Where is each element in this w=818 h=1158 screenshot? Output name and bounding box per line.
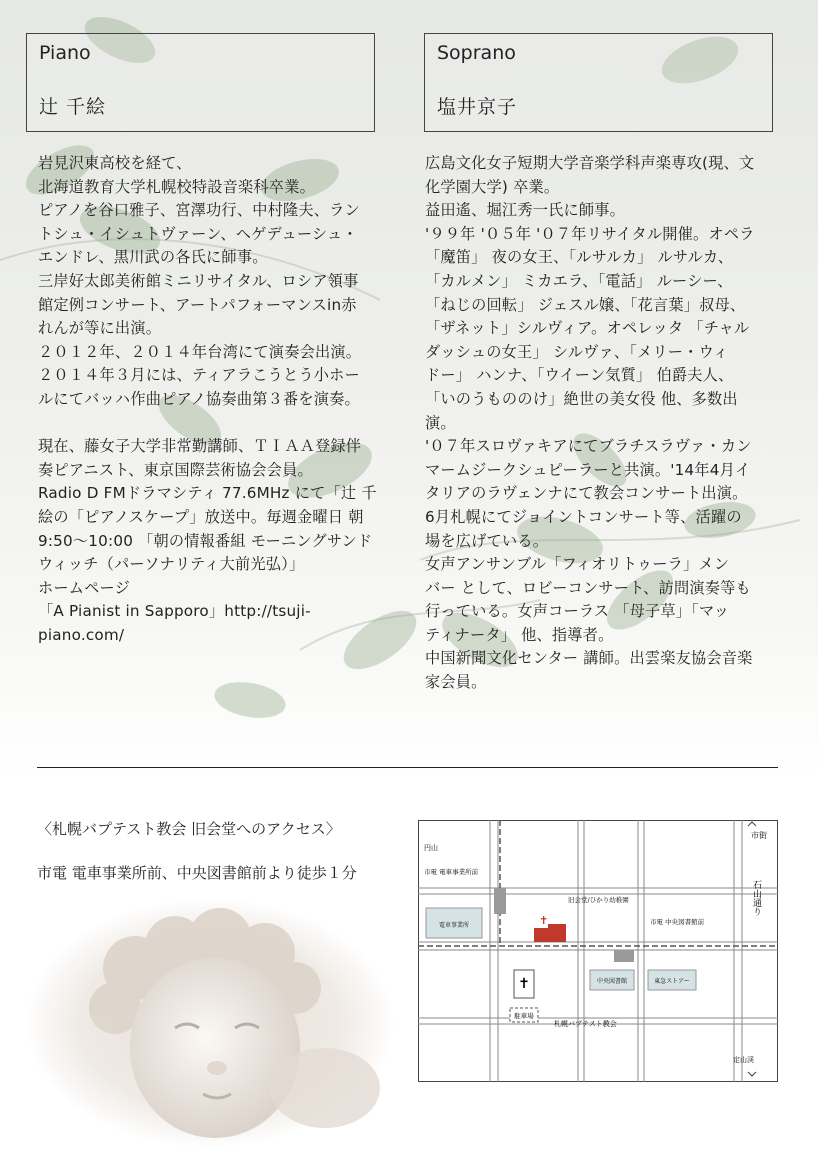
map-church-icon: ✝ xyxy=(518,976,530,992)
pianist-biography: 岩見沢東高校を経て、 北海道教育大学札幌校特設音楽科卒業。 ピアノを谷口雅子、宮澤功行、中村隆夫、ラン トシュ・イシュトヴァーン、ヘゲデューシュ・ エンドレ、黒川武の各氏に師事。 三岸好太郎美術館ミニリサイタル、ロシア領事 館定例コンサート、アートパフォーマンスin赤 れんが等に出演。 ２０１２年、２０１４年台湾にて演奏会出演。 ２０１４年３月には、ティアラこうとう小ホー ルにてバッハ作曲ピアノ協奏曲第３番を演奏。 現在、藤女子大学非常勤講師、ＴＩＡＡ登録伴 奏ピアニスト、東京国際芸術協会会員。 Radio D FMドラマシティ 77.6MHz にて「辻 千 絵の「ピアノスケープ」放送中。毎週金曜日 朝 9:50〜10:00 「朝の情報番組 モーニングサンド ウィッチ（パーソナリティ大前光弘）」 ホームページ 「A Pianist in Sapporo」http://tsuji-piano.com/ xyxy=(38,154,377,644)
soprano-role-label: Soprano xyxy=(437,42,516,64)
map-label-church: 札幌バプテスト教会 xyxy=(554,1020,617,1028)
map-label-store-building: 東急ストアー xyxy=(654,978,690,985)
pianist-name: 辻 千絵 xyxy=(39,96,107,118)
access-map xyxy=(418,820,778,1082)
cherub-image xyxy=(25,898,395,1148)
access-title: 〈札幌バプテスト教会 旧会堂へのアクセス〉 xyxy=(37,820,341,838)
map-cross-icon: ✝ xyxy=(539,914,549,927)
section-divider xyxy=(37,767,778,768)
map-label-stop-depot: 市電 電車事業所前 xyxy=(424,868,479,876)
map-label-stop-library: 市電 中央図書館前 xyxy=(650,918,705,926)
map-label-north-street: 市街 xyxy=(751,831,767,840)
map-label-main-street: 石山通り xyxy=(751,880,761,916)
soprano-name: 塩井京子 xyxy=(437,96,518,118)
map-label-library-building: 中央図書館 xyxy=(596,978,628,985)
map-label-west: 円山 xyxy=(424,844,438,852)
soprano-biography: 広島文化女子短期大学音楽学科声楽専攻(現、文 化学園大学) 卒業。 益田遙、堀江秀一氏に師事。 '９９年 '０５年 '０７年リサイタル開催。オペラ 「魔笛」 夜の女王、「ルサルカ」 ルサルカ、 「カルメン」 ミカエラ、「電話」 ルーシー、 「ねじの回転」 ジェスル嬢、「花言葉」叔母、 「ザネット」シルヴィア。オペレッタ 「チャル ダッシュの女王」 シルヴァ、「メリー・ウィ ドー」 ハンナ、「ウイーン気質」 伯爵夫人、 「いのうもののけ」絶世の美女役 他、多数出 演。 '０７年スロヴァキアにてブラチスラヴァ・カン マームジークシュピーラーと共演。'14年4月イ タリアのラヴェンナにて教会コンサート出演。 6月札幌にてジョイントコンサート等、活躍の 場を広げている。 女声アンサンブル「フィオリトゥーラ」メン バー として、ロビーコンサート、訪問演奏等も 行っている。女声コーラス 「母子草」「マッ ティナータ」 他、指導者。 中国新聞文化センター 講師。出雲楽友協会音楽 家会員。 xyxy=(425,154,755,692)
piano-header-box xyxy=(26,33,375,132)
map-stop-depot xyxy=(494,888,506,914)
map-stop-library xyxy=(614,950,634,962)
map-old-hall-marker xyxy=(534,928,548,942)
map-label-depot-building: 電車事業所 xyxy=(438,922,470,929)
piano-role-label: Piano xyxy=(39,42,91,64)
soprano-header-box xyxy=(424,33,773,132)
map-label-south-end: 定山渓 xyxy=(733,1056,754,1064)
access-directions: 市電 電車事業所前、中央図書館前より徒歩１分 xyxy=(37,864,357,882)
map-label-parking: 駐車場 xyxy=(514,1012,534,1020)
map-label-old-hall: 旧会堂/ひかり幼稚園 xyxy=(568,896,629,904)
